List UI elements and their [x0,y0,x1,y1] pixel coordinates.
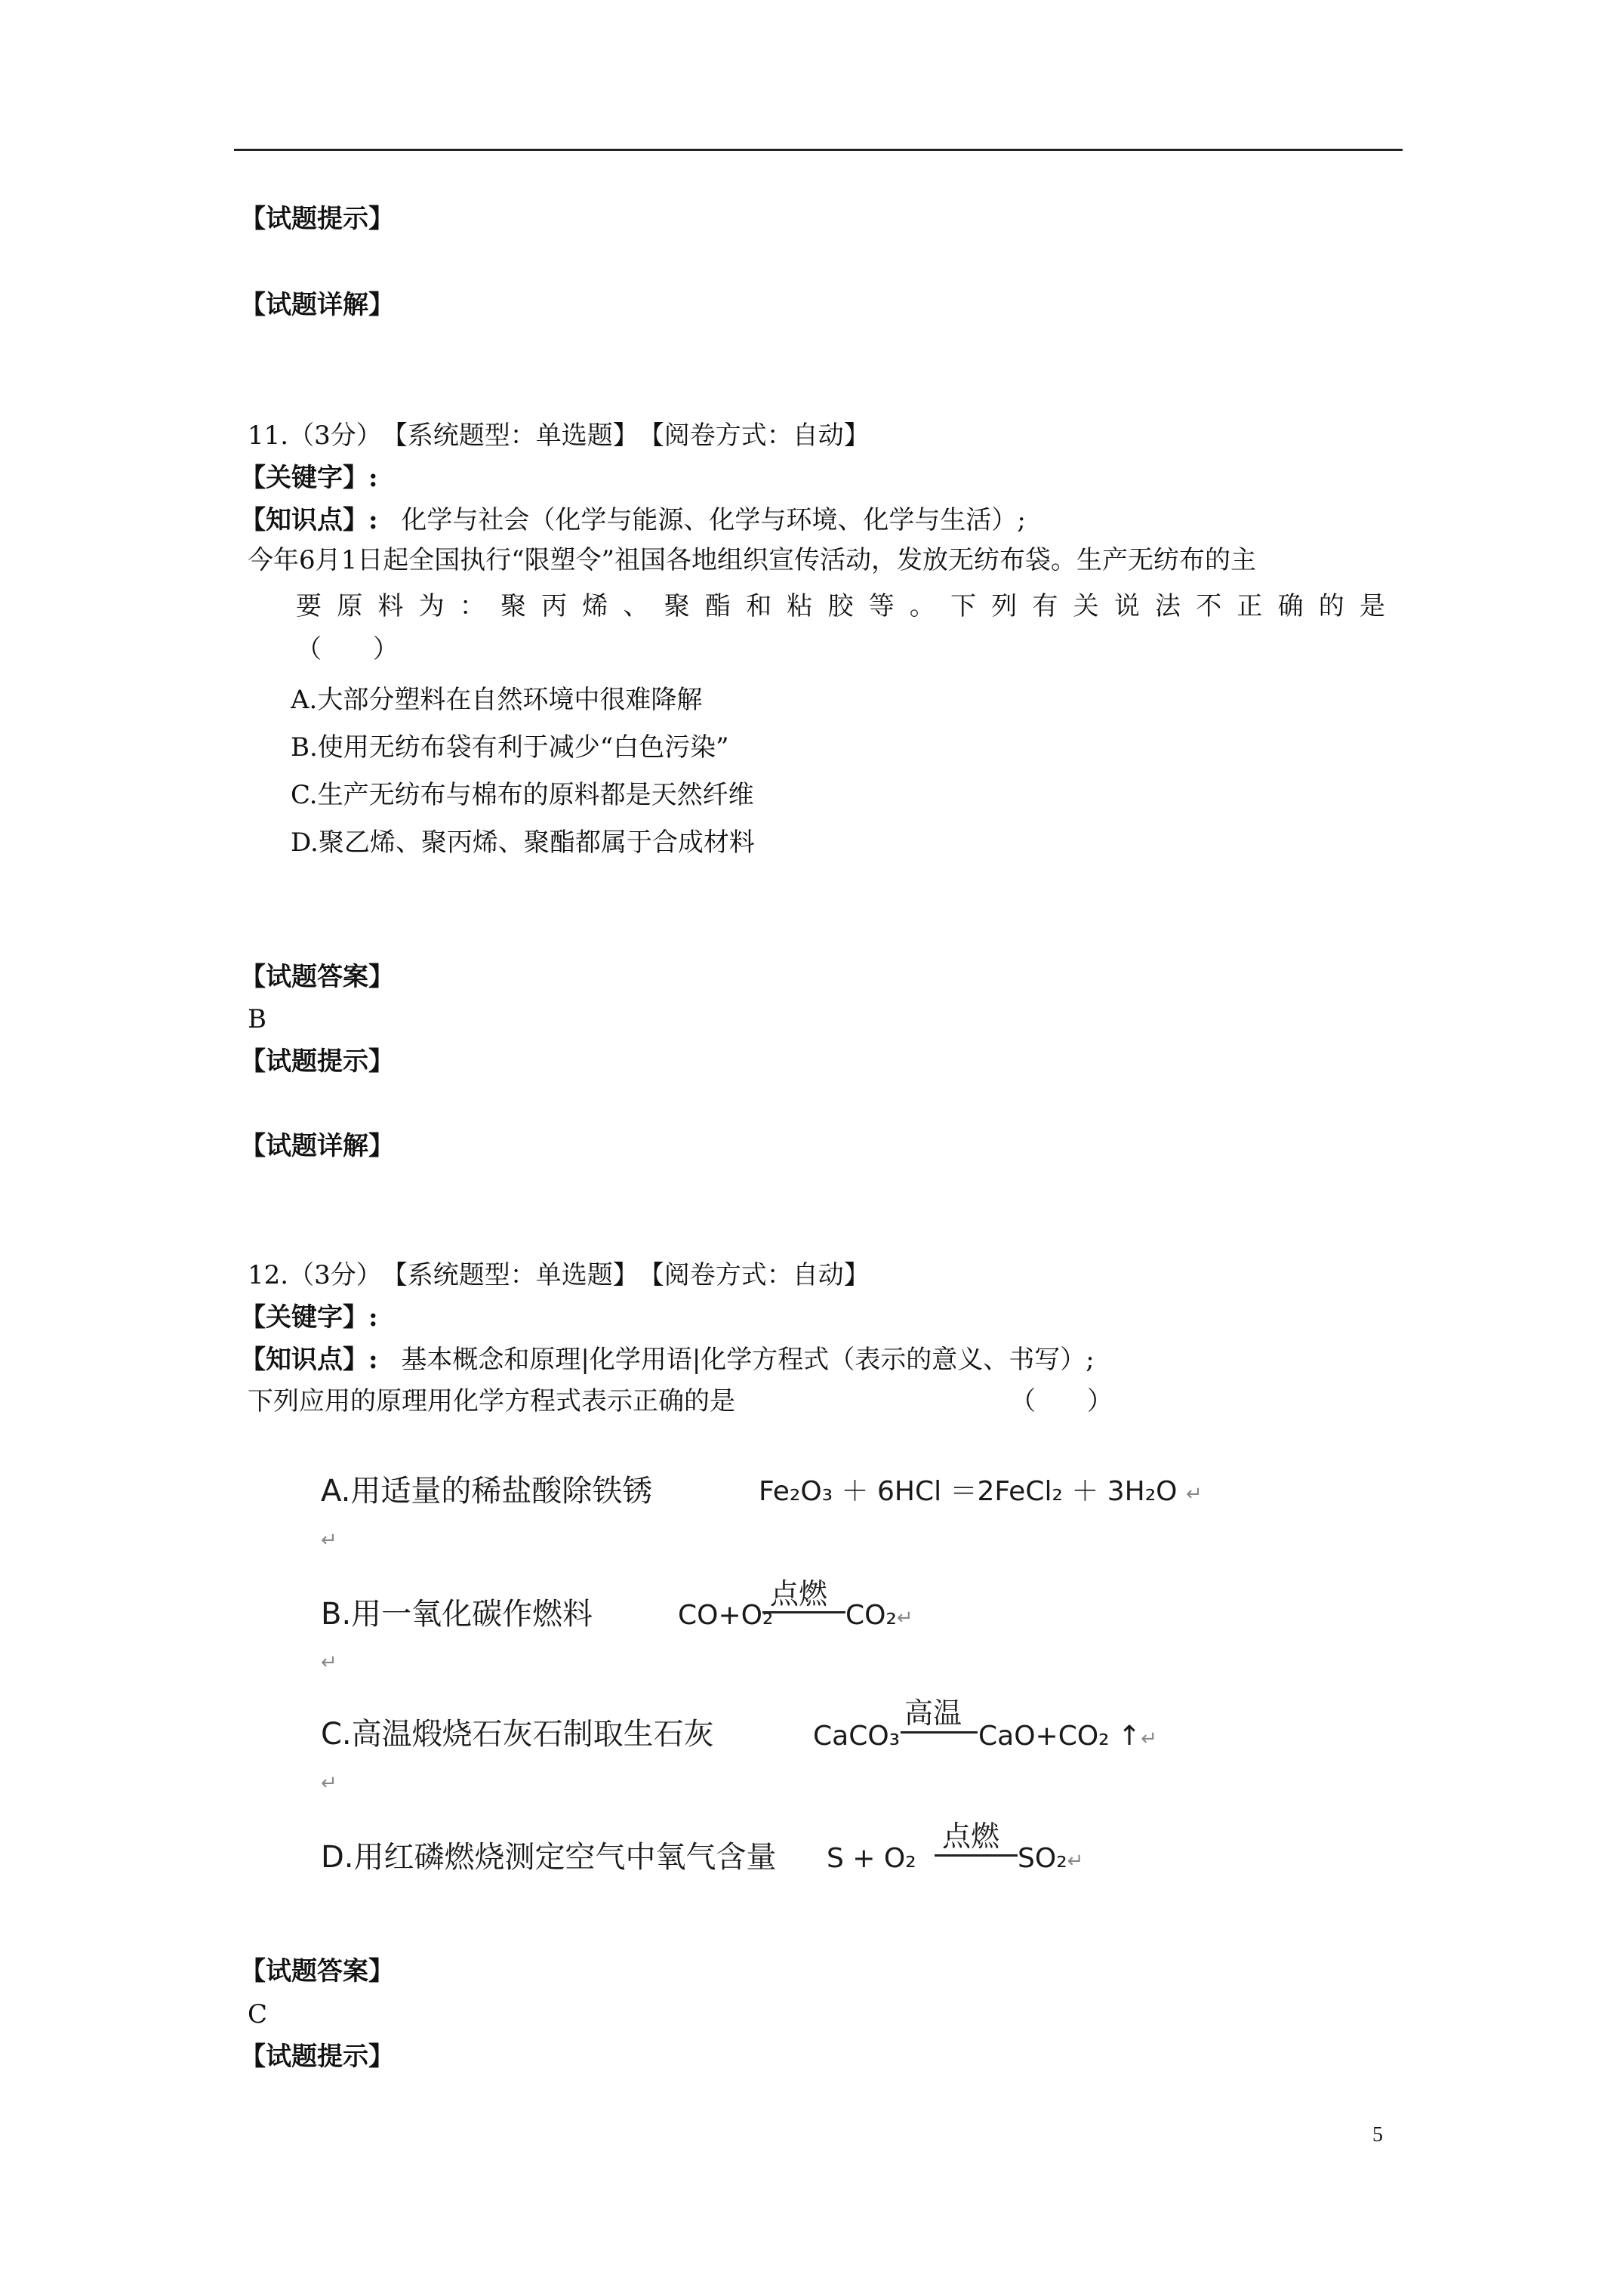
q12-option-b-arrow [762,1611,845,1613]
detail-label: 【试题详解】 [240,290,394,320]
return-mark-icon: ↵ [321,1529,337,1552]
hint-label: 【试题提示】 [240,204,394,234]
return-mark-icon: ↵ [321,1772,337,1795]
q12-keyword-label: 【关键字】: [240,1302,378,1333]
return-mark-icon: ↵ [1185,1483,1203,1505]
q11-knowledge-label: 【知识点】: [240,505,378,535]
q12-option-b-right-wrap [845,1597,913,1637]
q12-knowledge-text: 基本概念和原理|化学用语|化学方程式（表示的意义、书写）; [401,1345,1095,1375]
q12-option-c-right: CaO+CO₂ ↑ [978,1721,1141,1752]
q12-options-image [306,1446,1310,1899]
q12-knowledge [240,1343,1095,1376]
q11-stem-line1: 今年6月1日起全国执行“限塑令”祖国各地组织宣传活动，发放无纺布袋。生产无纺布的主 [248,545,1257,575]
q12-option-b-condition: 点燃 [770,1577,828,1610]
q12-option-c-left: CaCO₃ [813,1721,901,1752]
q11-option-d: D.聚乙烯、聚丙烯、聚酯都属于合成材料 [291,827,755,858]
q11-stem-paren: （ ） [296,634,399,664]
q11-stem-line2: 要原料为：聚丙烯、聚酯和粘胶等。下列有关说法不正确的是 [296,591,1387,621]
q11-header: 11.（3分） 【系统题型：单选题】 【阅卷方式：自动】 [248,421,870,451]
q12-option-d-arrow [935,1854,1018,1857]
q12-hint-label: 【试题提示】 [240,2042,394,2072]
q11-knowledge-text: 化学与社会（化学与能源、化学与环境、化学与生活）; [401,505,1026,535]
q12-option-c-right-wrap [978,1718,1157,1758]
q11-option-c: C.生产无纺布与棉布的原料都是天然纤维 [291,780,754,810]
q11-knowledge [240,504,1026,537]
q12-option-d: D.用红磷燃烧测定空气中氧气含量 [321,1840,777,1875]
q12-knowledge-label: 【知识点】: [240,1345,378,1375]
q12-answer-label: 【试题答案】 [240,1956,394,1986]
return-mark-icon: ↵ [896,1607,913,1629]
return-mark-icon: ↵ [1141,1727,1158,1750]
q11-answer-label: 【试题答案】 [240,962,394,992]
q11-keyword-label: 【关键字】: [240,463,378,493]
q11-hint-label: 【试题提示】 [240,1046,394,1077]
header-rule [234,149,1403,151]
q12-option-a-eq: Fe₂O₃ ＋ 6HCl ＝2FeCl₂ ＋ 3H₂O [759,1476,1178,1507]
q12-option-d-condition: 点燃 [942,1820,1000,1853]
q12-option-a: A.用适量的稀盐酸除铁锈 [321,1474,653,1509]
q12-header: 12.（3分） 【系统题型：单选题】 【阅卷方式：自动】 [248,1260,870,1290]
q11-option-b: B.使用无纺布袋有利于减少“白色污染” [291,732,729,763]
q12-option-c-arrow [901,1731,978,1734]
q11-detail-label: 【试题详解】 [240,1131,394,1161]
q12-option-b-right: CO₂ [845,1600,897,1631]
q12-option-b: B.用一氧化碳作燃料 [321,1597,593,1632]
q12-option-c: C.高温煅烧石灰石制取生石灰 [321,1717,714,1752]
q12-option-b-left: CO+O₂ [678,1600,774,1631]
page-number: 5 [1372,2123,1383,2147]
q12-option-d-right-wrap [1018,1840,1083,1880]
q12-option-d-right: SO₂ [1018,1843,1067,1874]
q12-stem-paren: （ ） [1010,1386,1113,1416]
return-mark-icon: ↵ [321,1651,337,1674]
return-mark-icon: ↵ [1067,1850,1084,1872]
q12-option-c-condition: 高温 [904,1697,962,1730]
q11-option-a: A.大部分塑料在自然环境中很难降解 [291,685,703,715]
q12-answer: C [248,1999,268,2029]
q12-option-d-left: S + O₂ [827,1843,916,1874]
q11-answer: B [248,1004,266,1034]
q12-option-a-equation [759,1473,1203,1513]
q12-stem: 下列应用的原理用化学方程式表示正确的是 [248,1386,735,1416]
